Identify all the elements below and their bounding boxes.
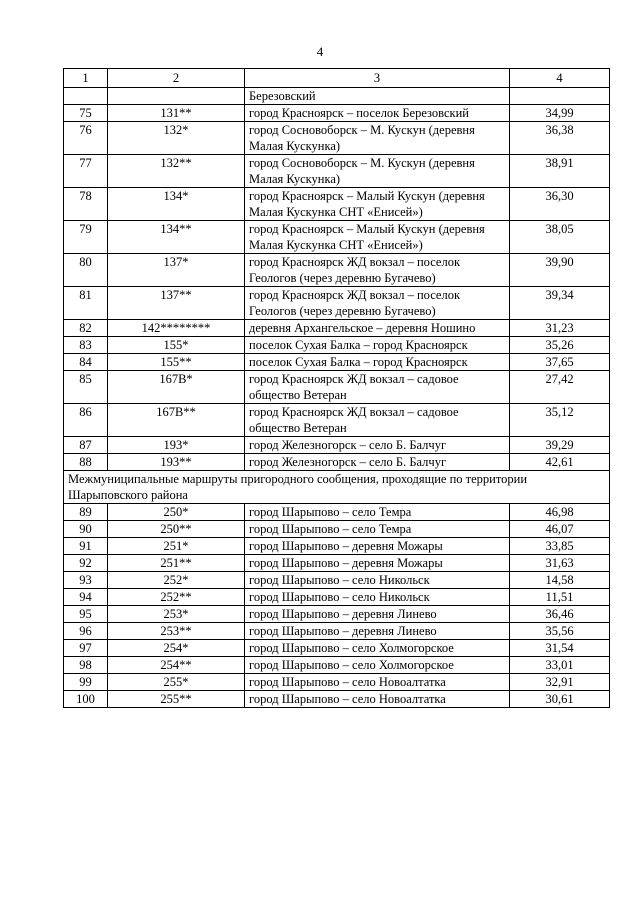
- route-code: 132*: [108, 122, 245, 155]
- route-code: 193*: [108, 437, 245, 454]
- route-code: 132**: [108, 155, 245, 188]
- table-row: [64, 354, 610, 371]
- route-number: 78: [64, 188, 108, 221]
- route-name: город Шарыпово – село Никольск: [245, 572, 510, 589]
- route-tariff: 35,12: [510, 404, 610, 437]
- route-name: Березовский: [245, 88, 510, 105]
- route-name: город Красноярск ЖД вокзал – поселок Геологов (через деревню Бугачево): [245, 287, 510, 320]
- table-row: [64, 504, 610, 521]
- route-name: поселок Сухая Балка – город Красноярск: [245, 354, 510, 371]
- route-name: город Шарыпово – деревня Можары: [245, 555, 510, 572]
- table-row: [64, 606, 610, 623]
- route-tariff: 31,23: [510, 320, 610, 337]
- route-code: 251*: [108, 538, 245, 555]
- route-tariff: 36,46: [510, 606, 610, 623]
- route-name: город Красноярск – Малый Кускун (деревня Малая Кускунка СНТ «Енисей»): [245, 188, 510, 221]
- route-code: 167В*: [108, 371, 245, 404]
- table-row: [64, 657, 610, 674]
- header-col-1: 1: [64, 69, 108, 88]
- route-name: город Красноярск ЖД вокзал – поселок Геологов (через деревню Бугачево): [245, 254, 510, 287]
- route-code: 155**: [108, 354, 245, 371]
- route-number: 92: [64, 555, 108, 572]
- route-tariff: 37,65: [510, 354, 610, 371]
- route-code: 250*: [108, 504, 245, 521]
- route-name: город Шарыпово – село Никольск: [245, 589, 510, 606]
- route-number: 75: [64, 105, 108, 122]
- route-number: 93: [64, 572, 108, 589]
- route-tariff: [510, 88, 610, 105]
- route-name: деревня Архангельское – деревня Ношино: [245, 320, 510, 337]
- table-row: [64, 404, 610, 437]
- route-tariff: 27,42: [510, 371, 610, 404]
- table-row: [64, 437, 610, 454]
- route-name: город Шарыпово – село Темра: [245, 521, 510, 538]
- table-row: [64, 589, 610, 606]
- route-tariff: 46,98: [510, 504, 610, 521]
- route-code: 155*: [108, 337, 245, 354]
- route-name: город Шарыпово – село Холмогорское: [245, 657, 510, 674]
- route-number: 88: [64, 454, 108, 471]
- route-name: город Красноярск ЖД вокзал – садовое общество Ветеран: [245, 404, 510, 437]
- route-code: 254*: [108, 640, 245, 657]
- table-row: [64, 538, 610, 555]
- table-row: [64, 371, 610, 404]
- table-row: [64, 88, 610, 105]
- route-name: город Железногорск – село Б. Балчуг: [245, 454, 510, 471]
- route-tariff: 38,91: [510, 155, 610, 188]
- route-number: 87: [64, 437, 108, 454]
- route-tariff: 31,54: [510, 640, 610, 657]
- route-number: 100: [64, 691, 108, 708]
- route-tariff: 35,26: [510, 337, 610, 354]
- route-tariff: 34,99: [510, 105, 610, 122]
- route-tariff: 31,63: [510, 555, 610, 572]
- route-code: 252*: [108, 572, 245, 589]
- route-tariff: 42,61: [510, 454, 610, 471]
- route-name: город Железногорск – село Б. Балчуг: [245, 437, 510, 454]
- table-row: [64, 155, 610, 188]
- route-code: 131**: [108, 105, 245, 122]
- header-row: [64, 69, 610, 88]
- route-tariff: 39,34: [510, 287, 610, 320]
- route-name: город Шарыпово – деревня Линево: [245, 606, 510, 623]
- route-tariff: 36,30: [510, 188, 610, 221]
- route-tariff: 32,91: [510, 674, 610, 691]
- route-number: 86: [64, 404, 108, 437]
- table-row: [64, 521, 610, 538]
- route-number: 77: [64, 155, 108, 188]
- header-col-3: 3: [245, 69, 510, 88]
- route-code: 251**: [108, 555, 245, 572]
- route-number: 79: [64, 221, 108, 254]
- routes-table: [63, 68, 610, 708]
- route-tariff: 38,05: [510, 221, 610, 254]
- table-row: [64, 555, 610, 572]
- route-number: 76: [64, 122, 108, 155]
- table-row: [64, 188, 610, 221]
- route-name: поселок Сухая Балка – город Красноярск: [245, 337, 510, 354]
- route-name: город Шарыпово – деревня Можары: [245, 538, 510, 555]
- route-tariff: 36,38: [510, 122, 610, 155]
- route-tariff: 30,61: [510, 691, 610, 708]
- route-number: 91: [64, 538, 108, 555]
- route-number: 82: [64, 320, 108, 337]
- route-number: 90: [64, 521, 108, 538]
- route-number: 95: [64, 606, 108, 623]
- route-tariff: 33,85: [510, 538, 610, 555]
- route-number: 98: [64, 657, 108, 674]
- route-tariff: 14,58: [510, 572, 610, 589]
- route-code: 167В**: [108, 404, 245, 437]
- route-code: 134*: [108, 188, 245, 221]
- route-tariff: 35,56: [510, 623, 610, 640]
- table-row: [64, 454, 610, 471]
- route-name: город Шарыпово – село Холмогорское: [245, 640, 510, 657]
- route-code: 255**: [108, 691, 245, 708]
- route-code: 137*: [108, 254, 245, 287]
- table-body: [64, 88, 610, 708]
- route-name: город Сосновоборск – М. Кускун (деревня Малая Кускунка): [245, 155, 510, 188]
- route-name: город Шарыпово – село Новоалтатка: [245, 691, 510, 708]
- table-row: [64, 572, 610, 589]
- table-row: [64, 287, 610, 320]
- route-code: 134**: [108, 221, 245, 254]
- page-number: 4: [316, 44, 324, 59]
- route-tariff: 46,07: [510, 521, 610, 538]
- route-code: 253**: [108, 623, 245, 640]
- header-col-2: 2: [108, 69, 245, 88]
- route-code: 253*: [108, 606, 245, 623]
- table-row: [64, 221, 610, 254]
- route-number: 99: [64, 674, 108, 691]
- route-code: 137**: [108, 287, 245, 320]
- route-number: 94: [64, 589, 108, 606]
- table-row: [64, 254, 610, 287]
- route-code: 250**: [108, 521, 245, 538]
- route-name: город Шарыпово – село Темра: [245, 504, 510, 521]
- route-code: 255*: [108, 674, 245, 691]
- route-tariff: 39,29: [510, 437, 610, 454]
- table-row: [64, 320, 610, 337]
- table-header: [64, 69, 610, 88]
- route-number: [64, 88, 108, 105]
- route-number: 84: [64, 354, 108, 371]
- table-row: [64, 674, 610, 691]
- route-code: 252**: [108, 589, 245, 606]
- route-code: [108, 88, 245, 105]
- section-title: Межмуниципальные маршруты пригородного сообщения, проходящие по территории Шарыповского района: [64, 471, 610, 504]
- route-number: 80: [64, 254, 108, 287]
- route-name: город Красноярск ЖД вокзал – садовое общество Ветеран: [245, 371, 510, 404]
- route-number: 97: [64, 640, 108, 657]
- route-number: 83: [64, 337, 108, 354]
- route-tariff: 11,51: [510, 589, 610, 606]
- table-row: [64, 337, 610, 354]
- route-tariff: 33,01: [510, 657, 610, 674]
- route-name: город Шарыпово – деревня Линево: [245, 623, 510, 640]
- table-row: [64, 623, 610, 640]
- section-header-row: [64, 471, 610, 504]
- table-row: [64, 105, 610, 122]
- route-number: 85: [64, 371, 108, 404]
- route-tariff: 39,90: [510, 254, 610, 287]
- route-number: 81: [64, 287, 108, 320]
- route-code: 254**: [108, 657, 245, 674]
- route-number: 89: [64, 504, 108, 521]
- route-name: город Красноярск – Малый Кускун (деревня Малая Кускунка СНТ «Енисей»): [245, 221, 510, 254]
- route-code: 193**: [108, 454, 245, 471]
- table-row: [64, 691, 610, 708]
- header-col-4: 4: [510, 69, 610, 88]
- route-name: город Шарыпово – село Новоалтатка: [245, 674, 510, 691]
- route-number: 96: [64, 623, 108, 640]
- table-row: [64, 122, 610, 155]
- route-code: 142********: [108, 320, 245, 337]
- route-name: город Сосновоборск – М. Кускун (деревня Малая Кускунка): [245, 122, 510, 155]
- table-row: [64, 640, 610, 657]
- route-name: город Красноярск – поселок Березовский: [245, 105, 510, 122]
